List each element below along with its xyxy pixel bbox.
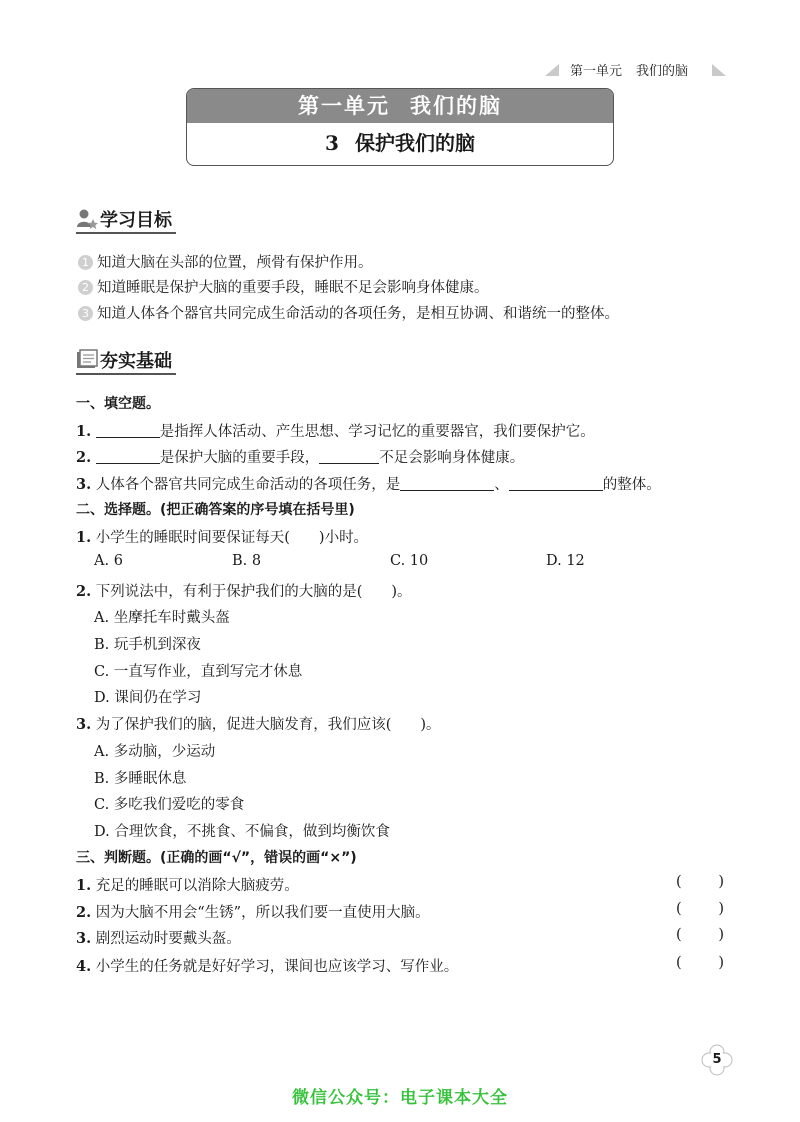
judge-question-2	[76, 901, 430, 922]
choice-option[interactable]: B. 8	[232, 553, 262, 569]
header-triangle-left-icon	[545, 64, 559, 76]
question-text: 是保护大脑的重要手段，	[159, 450, 320, 466]
unit-banner	[187, 89, 613, 123]
choice-option[interactable]: A. 6	[94, 553, 123, 569]
answer-blank[interactable]	[96, 449, 160, 464]
page-number-badge	[700, 1043, 734, 1077]
question-text: 充足的睡眠可以消除大脑疲劳。	[95, 878, 299, 894]
learner-star-icon	[76, 208, 98, 230]
fill-heading: 一、填空题。	[76, 396, 160, 412]
choice-option[interactable]: C. 多吃我们爱吃的零食	[94, 797, 245, 813]
fill-question-3	[76, 473, 661, 494]
objective-item	[78, 302, 619, 324]
objective-number: 1	[78, 255, 93, 270]
question-text: 不足会影响身体健康。	[379, 450, 525, 466]
question-number: 3.	[76, 716, 92, 733]
choice-option[interactable]: C. 10	[390, 553, 429, 569]
judge-heading: 三、判断题。(正确的画“√”，错误的画“×”)	[76, 850, 357, 866]
choice-option[interactable]: D. 12	[546, 553, 585, 569]
question-number: 4.	[76, 958, 92, 975]
choice-option[interactable]: B. 玩手机到深夜	[94, 637, 201, 653]
question-number: 3.	[76, 476, 92, 493]
choice-option[interactable]: C. 一直写作业，直到写完才休息	[94, 664, 303, 680]
unit-label: 第一单元	[298, 93, 390, 118]
question-text: 的整体。	[602, 477, 661, 493]
question-text: 是指挥人体活动、产生思想、学习记忆的重要器官，我们要保护它。	[159, 424, 595, 440]
question-text: 小学生的睡眠时间要保证每天( )小时。	[95, 530, 369, 546]
question-text: 剧烈运动时要戴头盔。	[95, 931, 241, 947]
answer-blank[interactable]	[96, 423, 160, 438]
header-topic: 我们的脑	[636, 64, 689, 79]
choice-option[interactable]: D. 课间仍在学习	[94, 690, 202, 706]
lesson-title: 保护我们的脑	[354, 131, 475, 155]
question-number: 1.	[76, 877, 92, 894]
objective-number: 2	[78, 280, 93, 295]
lesson-number: 3	[325, 131, 339, 155]
basics-underline	[76, 373, 176, 375]
watermark-text: 微信公众号：电子课本大全	[292, 1088, 508, 1108]
question-text: 因为大脑不用会“生锈”，所以我们要一直使用大脑。	[95, 905, 430, 921]
question-number: 2.	[76, 449, 92, 466]
page-number: 5	[712, 1052, 722, 1067]
header-triangle-right-icon	[712, 64, 726, 76]
objectives-underline	[76, 232, 176, 234]
question-text: 为了保护我们的脑，促进大脑发育，我们应该( )。	[95, 717, 441, 733]
objectives-title: 学习目标	[100, 210, 172, 231]
objective-item	[78, 251, 373, 273]
blank-separator: 、	[494, 477, 509, 493]
question-text: 下列说法中，有利于保护我们的大脑的是( )。	[95, 584, 412, 600]
objective-text: 知道睡眠是保护大脑的重要手段，睡眠不足会影响身体健康。	[97, 280, 489, 296]
unit-topic: 我们的脑	[410, 93, 502, 118]
answer-blank[interactable]	[509, 476, 603, 491]
basics-heading	[76, 347, 216, 377]
basics-title: 夯实基础	[100, 351, 172, 372]
running-header	[0, 58, 730, 84]
answer-blank[interactable]	[400, 476, 494, 491]
objective-item	[78, 276, 489, 298]
choice-option[interactable]: D. 合理饮食，不挑食、不偏食，做到均衡饮食	[94, 824, 390, 840]
objectives-heading	[76, 206, 216, 236]
choice-option[interactable]: A. 多动脑，少运动	[94, 744, 216, 760]
lesson-title-box	[186, 88, 614, 166]
question-number: 3.	[76, 930, 92, 947]
fill-question-2	[76, 446, 524, 467]
question-number: 1.	[76, 529, 92, 546]
judge-question-3	[76, 927, 241, 948]
choice-question-3	[76, 713, 441, 734]
question-number: 1.	[76, 423, 92, 440]
choice-option[interactable]: A. 坐摩托车时戴头盔	[94, 610, 230, 626]
judge-question-4	[76, 955, 458, 976]
objective-number: 3	[78, 306, 93, 321]
book-icon	[76, 349, 98, 371]
header-unit: 第一单元	[570, 64, 623, 79]
lesson-heading	[187, 123, 613, 164]
question-number: 2.	[76, 904, 92, 921]
choice-question-2	[76, 580, 412, 601]
choice-question-1	[76, 526, 368, 547]
choice-heading: 二、选择题。(把正确答案的序号填在括号里)	[76, 502, 355, 518]
choice-option[interactable]: B. 多睡眠休息	[94, 771, 187, 787]
objective-text: 知道人体各个器官共同完成生命活动的各项任务，是相互协调、和谐统一的整体。	[97, 306, 619, 322]
objective-text: 知道大脑在头部的位置，颅骨有保护作用。	[97, 255, 373, 271]
fill-question-1	[76, 420, 595, 441]
question-text: 人体各个器官共同完成生命活动的各项任务，是	[95, 477, 401, 493]
judge-question-1	[76, 874, 299, 895]
question-number: 2.	[76, 583, 92, 600]
question-text: 小学生的任务就是好好学习，课间也应该学习、写作业。	[95, 959, 459, 975]
answer-blank[interactable]	[319, 449, 379, 464]
